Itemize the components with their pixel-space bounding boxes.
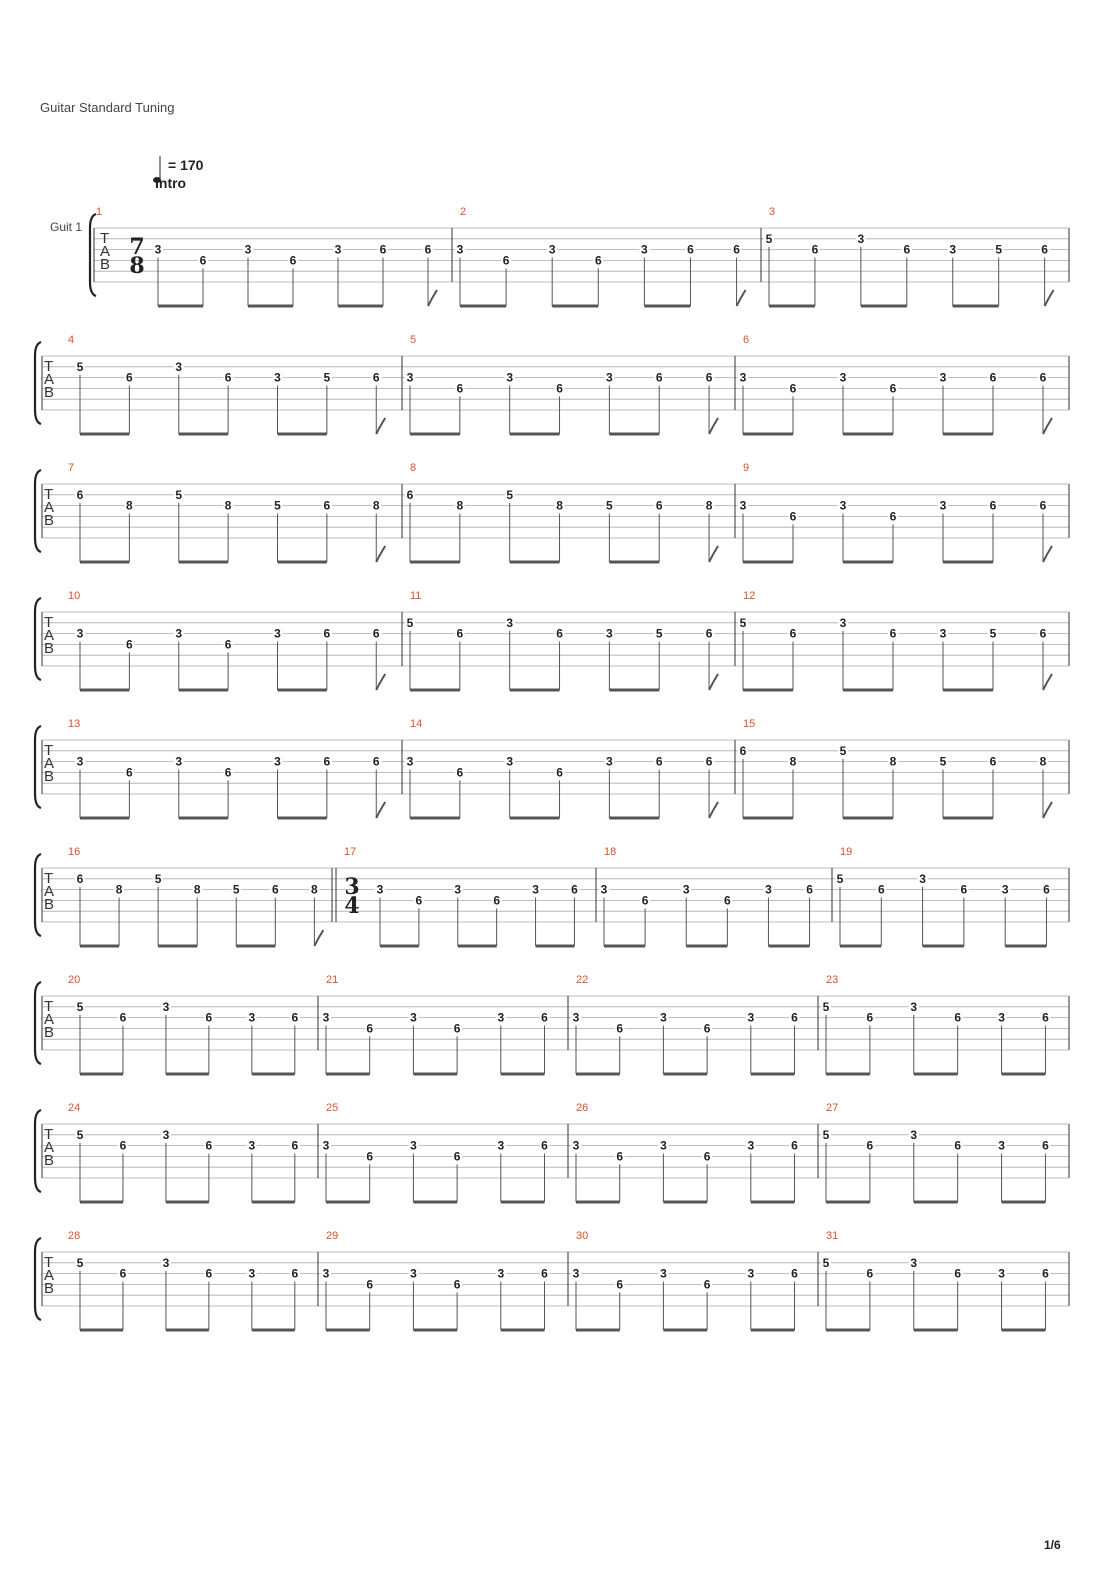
fret-number: 6 (126, 765, 133, 780)
measure-number: 9 (743, 462, 750, 474)
fret-number: 5 (822, 999, 830, 1014)
time-signature-numerator: 7 (129, 234, 145, 260)
tab-clef-letter: B (44, 640, 55, 657)
fret-number: 6 (889, 509, 897, 524)
fret-number: 6 (119, 1138, 127, 1153)
tab-clef-letter: T (44, 358, 54, 375)
fret-number: 3 (497, 1010, 505, 1025)
fret-number: 3 (322, 1010, 330, 1025)
fret-number: 6 (379, 242, 387, 257)
fret-number: 6 (889, 381, 897, 396)
fret-number: 6 (366, 1021, 374, 1036)
fret-number: 3 (406, 754, 414, 769)
fret-number: 3 (606, 754, 613, 769)
fret-number: 3 (274, 370, 281, 385)
tab-clef-letter: B (100, 256, 111, 273)
tab-clef-letter: A (44, 1139, 55, 1156)
fret-number: 3 (998, 1010, 1005, 1025)
fret-number: 6 (866, 1010, 874, 1025)
fret-number: 8 (372, 498, 380, 513)
fret-number: 5 (76, 1127, 84, 1142)
fret-number: 3 (76, 626, 84, 641)
fret-number: 3 (274, 754, 281, 769)
fret-number: 5 (232, 882, 240, 897)
fret-number: 6 (493, 893, 501, 908)
fret-number: 3 (572, 1266, 580, 1281)
note-flag (314, 930, 323, 946)
fret-number: 5 (822, 1255, 830, 1270)
measure-number: 11 (410, 590, 422, 602)
fret-number: 5 (839, 743, 847, 758)
fret-number: 6 (224, 765, 232, 780)
fret-number: 6 (224, 637, 232, 652)
system-bracket (35, 1110, 41, 1192)
fret-number: 6 (703, 1277, 711, 1292)
fret-number: 5 (606, 498, 613, 513)
fret-number: 6 (789, 626, 797, 641)
fret-number: 3 (175, 626, 183, 641)
fret-number: 5 (989, 626, 997, 641)
note-flag (428, 290, 437, 306)
fret-number: 6 (789, 509, 797, 524)
fret-number: 6 (903, 242, 911, 257)
fret-number: 3 (76, 754, 84, 769)
fret-number: 8 (456, 498, 464, 513)
note-flag (709, 546, 718, 562)
fret-number: 6 (954, 1266, 962, 1281)
fret-number: 3 (939, 498, 947, 513)
fret-number: 5 (995, 242, 1003, 257)
fret-number: 6 (291, 1266, 299, 1281)
fret-number: 6 (811, 242, 819, 257)
fret-number: 5 (154, 871, 162, 886)
fret-number: 6 (372, 370, 380, 385)
fret-number: 3 (162, 1127, 170, 1142)
fret-number: 3 (376, 882, 384, 897)
note-flag (1043, 546, 1052, 562)
note-flag (709, 802, 718, 818)
fret-number: 3 (910, 1255, 918, 1270)
time-signature-denominator: 8 (129, 253, 145, 279)
measure-number: 29 (326, 1230, 339, 1242)
fret-number: 3 (839, 615, 847, 630)
fret-number: 3 (410, 1266, 417, 1281)
fret-number: 6 (424, 242, 432, 257)
fret-number: 6 (456, 765, 464, 780)
fret-number: 3 (248, 1266, 256, 1281)
fret-number: 5 (76, 1255, 84, 1270)
fret-number: 3 (456, 242, 464, 257)
fret-number: 5 (76, 359, 84, 374)
tab-clef-letter: A (44, 627, 55, 644)
fret-number: 6 (954, 1010, 962, 1025)
measure-number: 25 (326, 1102, 339, 1114)
fret-number: 3 (998, 1138, 1005, 1153)
tab-clef-letter: A (44, 1011, 55, 1028)
fret-number: 3 (919, 871, 926, 886)
fret-number: 6 (406, 487, 414, 502)
fret-number: 3 (406, 370, 414, 385)
fret-number: 6 (366, 1149, 374, 1164)
note-flag (1043, 418, 1052, 434)
fret-number: 3 (998, 1266, 1005, 1281)
fret-number: 3 (839, 498, 847, 513)
fret-number: 6 (616, 1149, 624, 1164)
fret-number: 3 (939, 626, 947, 641)
tab-clef-letter: B (44, 1152, 55, 1169)
fret-number: 6 (205, 1266, 213, 1281)
tab-clef-letter: A (44, 883, 55, 900)
fret-number: 6 (271, 882, 279, 897)
tab-clef-letter: A (44, 499, 55, 516)
fret-number: 6 (456, 626, 464, 641)
measure-number: 18 (604, 846, 617, 858)
note-flag (709, 674, 718, 690)
fret-number: 3 (660, 1010, 667, 1025)
fret-number: 3 (334, 242, 342, 257)
fret-number: 3 (939, 370, 947, 385)
fret-number: 3 (839, 370, 847, 385)
fret-number: 6 (453, 1277, 461, 1292)
fret-number: 5 (655, 626, 663, 641)
fret-number: 3 (454, 882, 462, 897)
fret-number: 3 (248, 1010, 256, 1025)
tab-clef-letter: B (44, 512, 55, 529)
tab-clef-letter: T (44, 870, 54, 887)
system-bracket (35, 982, 41, 1064)
fret-number: 6 (739, 743, 747, 758)
measure-number: 8 (410, 462, 417, 474)
measure-number: 21 (326, 974, 339, 986)
note-flag (1045, 290, 1054, 306)
fret-number: 5 (822, 1127, 830, 1142)
fret-number: 6 (366, 1277, 374, 1292)
fret-number: 3 (747, 1010, 755, 1025)
fret-number: 6 (119, 1010, 127, 1025)
fret-number: 6 (616, 1021, 624, 1036)
fret-number: 3 (175, 359, 183, 374)
measure-number: 1 (96, 206, 103, 218)
fret-number: 8 (789, 754, 797, 769)
fret-number: 3 (572, 1010, 580, 1025)
fret-number: 6 (989, 498, 997, 513)
fret-number: 5 (406, 615, 414, 630)
measure-number: 23 (826, 974, 839, 986)
fret-number: 5 (175, 487, 183, 502)
fret-number: 6 (199, 253, 207, 268)
fret-number: 6 (76, 871, 84, 886)
system-bracket (35, 726, 41, 808)
measure-number: 10 (68, 590, 81, 602)
fret-number: 6 (126, 637, 133, 652)
fret-number: 6 (791, 1138, 798, 1153)
fret-number: 6 (456, 381, 464, 396)
fret-number: 3 (154, 242, 162, 257)
tab-clef-letter: B (44, 1280, 55, 1297)
fret-number: 8 (193, 882, 201, 897)
measure-number: 6 (743, 334, 750, 346)
fret-number: 5 (506, 487, 514, 502)
fret-number: 3 (857, 231, 865, 246)
measure-number: 3 (769, 206, 776, 218)
fret-number: 6 (889, 626, 897, 641)
fret-number: 6 (954, 1138, 962, 1153)
fret-number: 6 (733, 242, 740, 257)
fret-number: 3 (162, 1255, 170, 1270)
fret-number: 6 (705, 754, 713, 769)
tab-clef-letter: B (44, 384, 55, 401)
fret-number: 3 (248, 1138, 256, 1153)
fret-number: 6 (453, 1149, 461, 1164)
tab-clef-letter: T (44, 742, 54, 759)
fret-number: 6 (224, 370, 232, 385)
tab-clef-letter: A (100, 243, 111, 260)
tab-clef-letter: B (44, 1024, 55, 1041)
fret-number: 6 (989, 754, 997, 769)
note-flag (1043, 674, 1052, 690)
fret-number: 3 (244, 242, 252, 257)
tempo-text: = 170 (168, 157, 204, 173)
fret-number: 3 (410, 1138, 417, 1153)
fret-number: 6 (541, 1010, 548, 1025)
note-flag (1043, 802, 1052, 818)
fret-number: 8 (126, 498, 133, 513)
fret-number: 5 (939, 754, 947, 769)
fret-number: 3 (322, 1138, 330, 1153)
fret-number: 3 (606, 626, 613, 641)
note-flag (709, 418, 718, 434)
fret-number: 5 (836, 871, 844, 886)
measure-number: 2 (460, 206, 467, 218)
measure-number: 26 (576, 1102, 589, 1114)
fret-number: 6 (594, 253, 602, 268)
fret-number: 6 (723, 893, 731, 908)
fret-number: 6 (571, 882, 578, 897)
measure-number: 14 (410, 718, 423, 730)
tab-clef-letter: A (44, 371, 55, 388)
fret-number: 3 (765, 882, 772, 897)
fret-number: 6 (806, 882, 813, 897)
fret-number: 6 (703, 1149, 711, 1164)
fret-number: 3 (910, 999, 918, 1014)
tab-clef-letter: A (44, 1267, 55, 1284)
tab-clef-letter: T (100, 230, 110, 247)
fret-number: 6 (703, 1021, 711, 1036)
fret-number: 3 (660, 1138, 667, 1153)
fret-number: 3 (747, 1138, 755, 1153)
fret-number: 6 (119, 1266, 127, 1281)
fret-number: 6 (989, 370, 997, 385)
measure-number: 22 (576, 974, 589, 986)
fret-number: 6 (502, 253, 510, 268)
tab-clef-letter: T (44, 1126, 54, 1143)
fret-number: 6 (126, 370, 133, 385)
fret-number: 6 (641, 893, 649, 908)
fret-number: 3 (1001, 882, 1009, 897)
fret-number: 6 (705, 626, 713, 641)
fret-number: 8 (311, 882, 318, 897)
fret-number: 3 (572, 1138, 580, 1153)
measure-number: 27 (826, 1102, 839, 1114)
measure-number: 16 (68, 846, 81, 858)
tab-clef-letter: B (44, 896, 55, 913)
fret-number: 3 (322, 1266, 330, 1281)
fret-number: 5 (323, 370, 331, 385)
system-bracket (35, 342, 41, 424)
measure-number: 13 (68, 718, 81, 730)
fret-number: 6 (205, 1010, 213, 1025)
fret-number: 3 (175, 754, 183, 769)
fret-number: 6 (960, 882, 968, 897)
fret-number: 6 (866, 1266, 874, 1281)
fret-number: 3 (410, 1010, 417, 1025)
measure-number: 20 (68, 974, 81, 986)
measure-number: 19 (840, 846, 853, 858)
measure-number: 5 (410, 334, 417, 346)
fret-number: 6 (1039, 370, 1047, 385)
fret-number: 8 (556, 498, 563, 513)
fret-number: 3 (506, 370, 514, 385)
fret-number: 6 (866, 1138, 874, 1153)
fret-number: 6 (323, 754, 331, 769)
note-flag (376, 802, 385, 818)
fret-number: 3 (747, 1266, 755, 1281)
tab-clef-letter: B (44, 768, 55, 785)
fret-number: 3 (497, 1266, 505, 1281)
fret-number: 6 (453, 1021, 461, 1036)
fret-number: 6 (1041, 242, 1048, 257)
fret-number: 3 (739, 498, 747, 513)
measure-number: 15 (743, 718, 756, 730)
fret-number: 6 (289, 253, 297, 268)
fret-number: 3 (660, 1266, 667, 1281)
system-bracket (35, 1238, 41, 1320)
fret-number: 6 (1039, 626, 1047, 641)
fret-number: 5 (739, 615, 747, 630)
section-marker: Intro (155, 175, 187, 191)
fret-number: 6 (323, 626, 331, 641)
fret-number: 6 (372, 754, 380, 769)
fret-number: 6 (372, 626, 380, 641)
fret-number: 6 (541, 1138, 548, 1153)
fret-number: 6 (556, 626, 563, 641)
fret-number: 6 (655, 370, 663, 385)
tab-clef-letter: T (44, 486, 54, 503)
fret-number: 3 (497, 1138, 505, 1153)
measure-number: 24 (68, 1102, 81, 1114)
fret-number: 8 (889, 754, 897, 769)
fret-number: 3 (606, 370, 613, 385)
fret-number: 6 (76, 487, 84, 502)
fret-number: 6 (541, 1266, 548, 1281)
system-bracket (90, 214, 96, 296)
tab-clef-letter: T (44, 614, 54, 631)
tab-clef-letter: A (44, 755, 55, 772)
system-bracket (35, 854, 41, 936)
fret-number: 6 (705, 370, 713, 385)
fret-number: 8 (1039, 754, 1047, 769)
fret-number: 6 (687, 242, 694, 257)
fret-number: 3 (910, 1127, 918, 1142)
fret-number: 5 (274, 498, 281, 513)
measure-number: 30 (576, 1230, 589, 1242)
page-number: 1/6 (1044, 1538, 1061, 1552)
fret-number: 6 (655, 754, 663, 769)
measure-number: 28 (68, 1230, 81, 1242)
fret-number: 8 (705, 498, 713, 513)
fret-number: 6 (791, 1010, 798, 1025)
fret-number: 3 (548, 242, 556, 257)
fret-number: 5 (765, 231, 773, 246)
fret-number: 6 (415, 893, 423, 908)
fret-number: 6 (556, 765, 563, 780)
measure-number: 7 (68, 462, 75, 474)
fret-number: 6 (655, 498, 663, 513)
fret-number: 6 (1039, 498, 1047, 513)
fret-number: 6 (791, 1266, 798, 1281)
fret-number: 5 (76, 999, 84, 1014)
system-bracket (35, 598, 41, 680)
system-bracket (35, 470, 41, 552)
fret-number: 3 (641, 242, 648, 257)
fret-number: 6 (323, 498, 331, 513)
time-signature-numerator: 3 (344, 874, 360, 900)
fret-number: 6 (1042, 1266, 1049, 1281)
time-signature-denominator: 4 (344, 893, 360, 919)
fret-number: 3 (506, 754, 514, 769)
tab-clef-letter: T (44, 998, 54, 1015)
note-flag (376, 546, 385, 562)
measure-number: 12 (743, 590, 756, 602)
fret-number: 6 (1043, 882, 1050, 897)
tab-clef-letter: T (44, 1254, 54, 1271)
tuning-label: Guitar Standard Tuning (40, 100, 175, 115)
fret-number: 6 (291, 1010, 299, 1025)
note-flag (376, 418, 385, 434)
fret-number: 6 (1042, 1010, 1049, 1025)
fret-number: 3 (274, 626, 281, 641)
track-name: Guit 1 (50, 220, 83, 234)
fret-number: 8 (115, 882, 123, 897)
measure-number: 31 (826, 1230, 839, 1242)
fret-number: 3 (682, 882, 690, 897)
fret-number: 3 (600, 882, 608, 897)
fret-number: 6 (291, 1138, 299, 1153)
note-flag (737, 290, 746, 306)
fret-number: 6 (556, 381, 563, 396)
fret-number: 6 (1042, 1138, 1049, 1153)
fret-number: 8 (224, 498, 232, 513)
fret-number: 3 (532, 882, 539, 897)
fret-number: 6 (205, 1138, 213, 1153)
fret-number: 6 (616, 1277, 624, 1292)
fret-number: 6 (877, 882, 885, 897)
fret-number: 6 (789, 381, 797, 396)
fret-number: 3 (506, 615, 514, 630)
fret-number: 3 (162, 999, 170, 1014)
fret-number: 3 (739, 370, 747, 385)
measure-number: 17 (344, 846, 357, 858)
measure-number: 4 (68, 334, 75, 346)
note-flag (376, 674, 385, 690)
fret-number: 3 (949, 242, 957, 257)
